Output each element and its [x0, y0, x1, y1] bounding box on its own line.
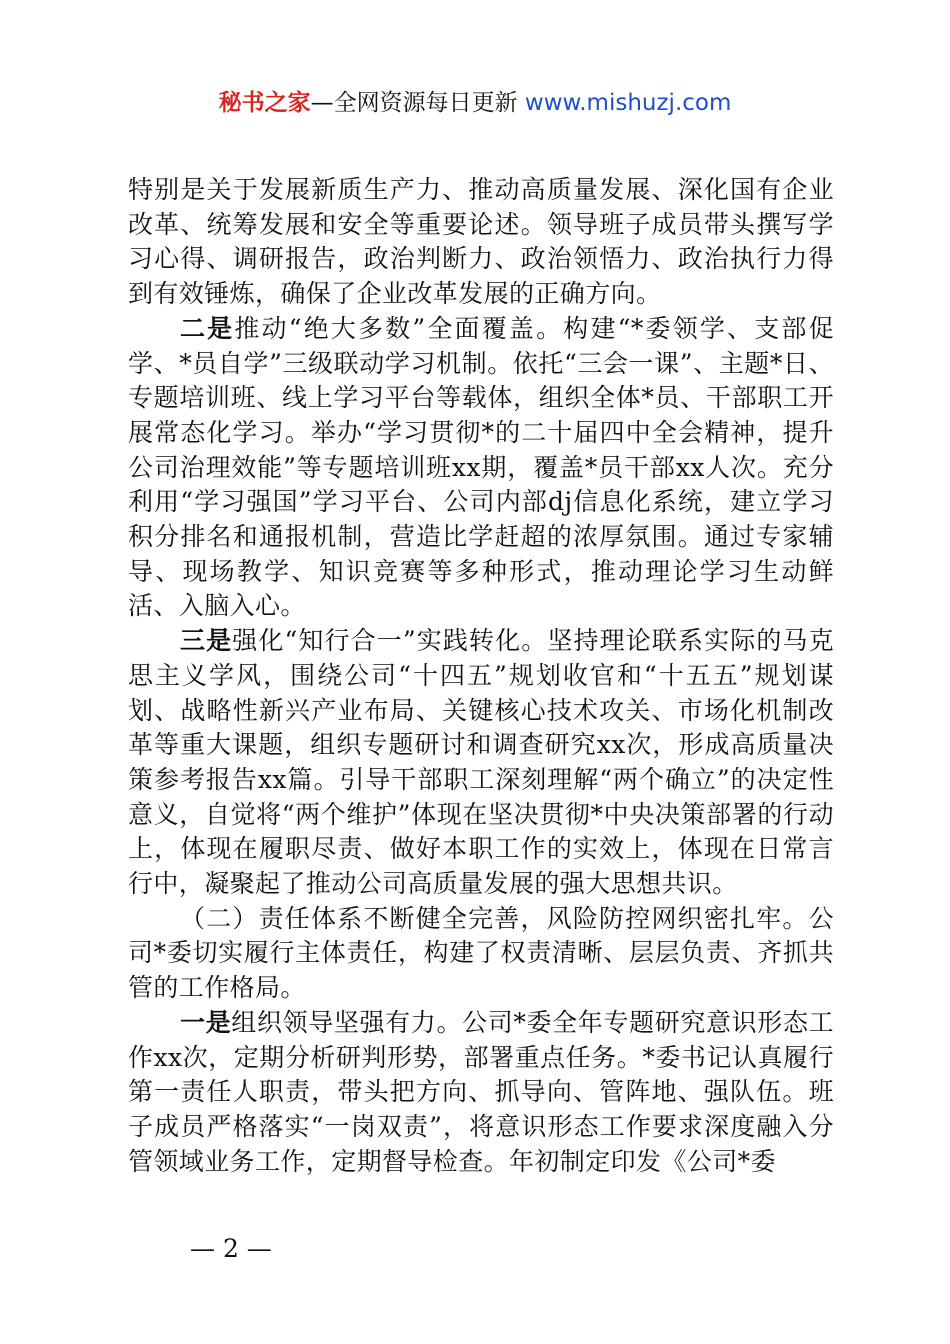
paragraph-text: 推动“绝大多数”全面覆盖。构建“*委领学、支部促学、*员自学”三级联动学习机制。依托“三会一课”、主题*日、专题培训班、线上学习平台等载体，组织全体*员、干部职工开展常态化学习。举办“学习贯彻*的二十届四中全会精神，提升公司治理效能”等专题培训班xx期，覆盖*员干部xx人次。充分利用“学习强国”学习平台、公司内部dj信息化系统，建立学习积分排名和通报机制，营造比学赶超的浓厚氛围。通过专家辅导、现场教学、知识竞赛等多种形式，推动理论学习生动鲜活、入脑入心。: [128, 313, 834, 621]
paragraph-continuation: [128, 173, 834, 312]
paragraph-text: 强化“知行合一”实践转化。坚持理论联系实际的马克思主义学风，围绕公司“十四五”规划收官和“十五五”规划谋划、战略性新兴产业布局、关键核心技术攻关、市场化机制改革等重大课题，组织专题研讨和调查研究xx次，形成高质量决策参考报告xx篇。引导干部职工深刻理解“两个确立”的决定性意义，自觉将“两个维护”体现在坚决贯彻*中央决策部署的行动上，体现在履职尽责、做好本职工作的实效上，体现在日常言行中，凝聚起了推动公司高质量发展的强大思想共识。: [128, 626, 834, 899]
paragraph-text: 组织领导坚强有力。公司*委全年专题研究意识形态工作xx次，定期分析研判形势，部署重点任务。*委书记认真履行第一责任人职责，带头把方向、抓导向、管阵地、强队伍。班子成员严格落实“一岗双责”，将意识形态工作要求深度融入分管领域业务工作，定期督导检查。年初制定印发《公司*委: [128, 1007, 834, 1176]
paragraph-lead: 二是: [180, 313, 235, 343]
paragraph-point-two: [128, 312, 834, 624]
document-body: [128, 173, 834, 1179]
header-brand: 秘书之家: [218, 90, 311, 116]
header-tagline: —全网资源每日更新: [310, 90, 525, 116]
page-number: — 2 —: [190, 1234, 272, 1263]
paragraph-text: （二）责任体系不断健全完善，风险防控网织密扎牢。公司*委切实履行主体责任，构建了权责清晰、层层负责、齐抓共管的工作格局。: [128, 903, 834, 1003]
paragraph-point-one: [128, 1006, 834, 1180]
paragraph-lead: 三是: [180, 626, 233, 656]
paragraph-lead: 一是: [180, 1007, 232, 1037]
site-header: [0, 86, 950, 120]
header-site-url[interactable]: www.mishuzj.com: [524, 90, 732, 116]
paragraph-section-two: [128, 902, 834, 1006]
paragraph-text: 特别是关于发展新质生产力、推动高质量发展、深化国有企业改革、统筹发展和安全等重要论述。领导班子成员带头撰写学习心得、调研报告，政治判断力、政治领悟力、政治执行力得到有效锤炼，确保了企业改革发展的正确方向。: [128, 175, 834, 309]
paragraph-point-three: [128, 624, 834, 902]
